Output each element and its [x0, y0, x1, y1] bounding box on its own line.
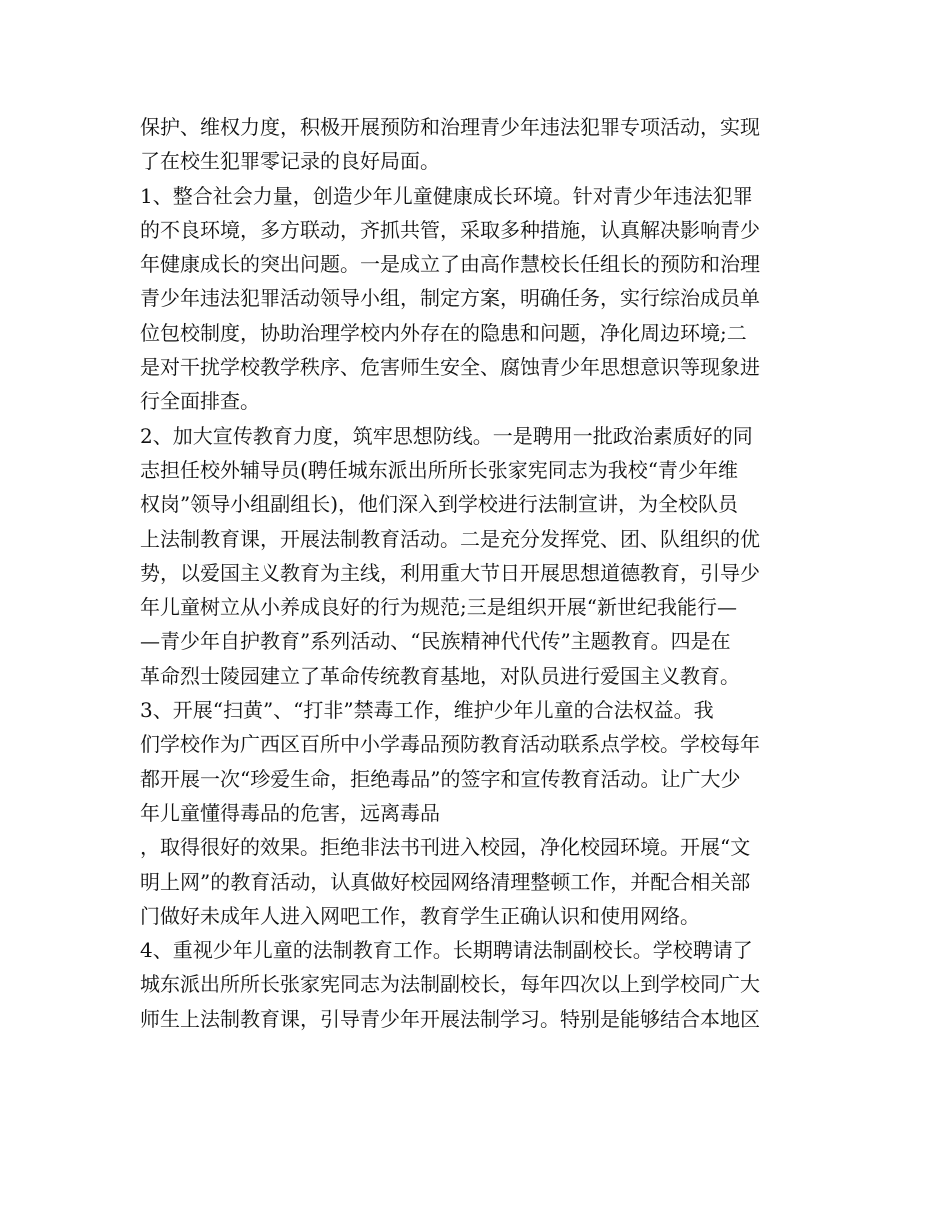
- text-line: 1、整合社会力量，创造少年儿童健康成长环境。针对青少年违法犯罪: [140, 183, 753, 208]
- text-line: 志担任校外辅导员(聘任城东派出所所长张家宪同志为我校“青少年维: [140, 457, 739, 482]
- text-line: 年儿童树立从小养成良好的行为规范;三是组织开展“新世纪我能行—: [140, 595, 737, 620]
- text-line: 行全面排查。: [140, 389, 260, 414]
- text-line: 师生上法制教育课，引导青少年开展法制学习。特别是能够结合本地区: [140, 1006, 760, 1031]
- text-line: 青少年违法犯罪活动领导小组，制定方案，明确任务，实行综治成员单: [140, 286, 760, 311]
- text-line: 革命烈士陵园建立了革命传统教育基地，对队员进行爱国主义教育。: [140, 663, 740, 688]
- text-line: 明上网”的教育活动，认真做好校园网络清理整顿工作，并配合相关部: [140, 869, 751, 894]
- text-line: 2、加大宣传教育力度，筑牢思想防线。一是聘用一批政治素质好的同: [140, 423, 753, 448]
- text-line: 是对干扰学校教学秩序、危害师生安全、腐蚀青少年思想意识等现象进: [140, 355, 760, 380]
- text-line: 年健康成长的突出问题。一是成立了由高作慧校长任组长的预防和治理: [140, 252, 760, 277]
- text-line: 3、开展“扫黄”、“打非”禁毒工作，维护少年儿童的合法权益。我: [140, 698, 714, 723]
- text-line: 权岗”领导小组副组长)，他们深入到学校进行法制宣讲，为全校队员: [140, 492, 739, 517]
- text-line: 4、重视少年儿童的法制教育工作。长期聘请法制副校长。学校聘请了: [140, 938, 753, 963]
- text-line: 都开展一次“珍爱生命，拒绝毒品”的签字和宣传教育活动。让广大少: [140, 766, 741, 791]
- text-line: 了在校生犯罪零记录的良好局面。: [140, 149, 440, 174]
- text-line: 门做好未成年人进入网吧工作，教育学生正确认识和使用网络。: [140, 903, 700, 928]
- text-line: —青少年自护教育”系列活动、“民族精神代代传”主题教育。四是在: [140, 629, 731, 654]
- text-line: 上法制教育课，开展法制教育活动。二是充分发挥党、团、队组织的优: [140, 526, 760, 551]
- text-line: ，取得很好的效果。拒绝非法书刊进入校园，净化校园环境。开展“文: [140, 835, 751, 860]
- text-line: 城东派出所所长张家宪同志为法制副校长，每年四次以上到学校同广大: [140, 972, 760, 997]
- text-line: 保护、维权力度，积极开展预防和治理青少年违法犯罪专项活动，实现: [140, 115, 760, 139]
- body-text: [140, 110, 820, 1036]
- text-line: 势，以爱国主义教育为主线，利用重大节日开展思想道德教育，引导少: [140, 560, 760, 585]
- text-line: 的不良环境，多方联动，齐抓共管，采取多种措施，认真解决影响青少: [140, 217, 760, 242]
- text-line: 们学校作为广西区百所中小学毒品预防教育活动联系点学校。学校每年: [140, 732, 760, 757]
- text-line: 位包校制度，协助治理学校内外存在的隐患和问题，净化周边环境;二: [140, 320, 747, 345]
- text-line: 年儿童懂得毒品的危害，远离毒品: [140, 800, 440, 825]
